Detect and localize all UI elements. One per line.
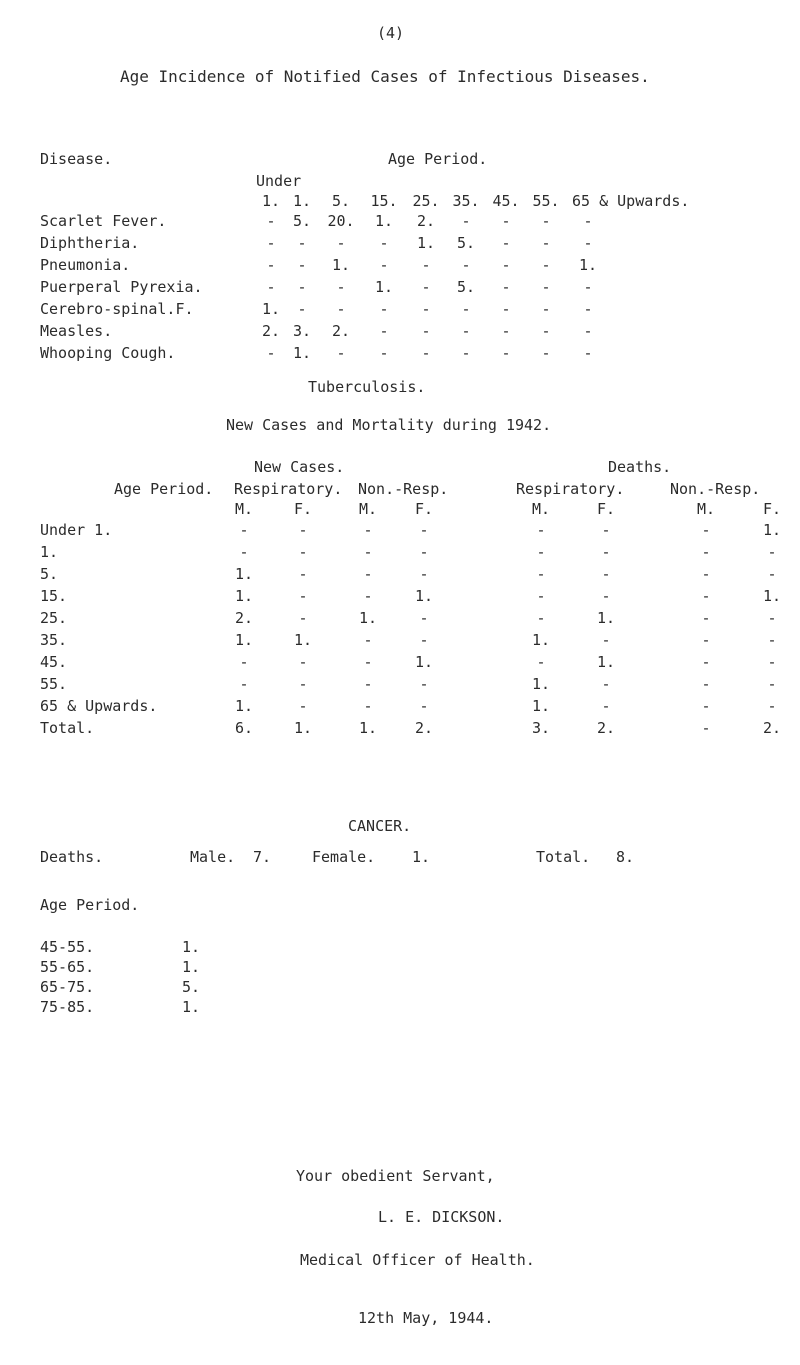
tb-count: - bbox=[767, 631, 777, 649]
age-period-label: 65 & Upwards. bbox=[40, 697, 158, 715]
case-count: - bbox=[297, 234, 307, 252]
tb-count: 1. bbox=[293, 631, 313, 649]
tuberculosis-subheading: New Cases and Mortality during 1942. bbox=[226, 416, 552, 434]
tb-count: - bbox=[536, 609, 546, 627]
new-cases-non-respiratory-header: Non.-Resp. bbox=[358, 480, 449, 498]
closing-line: Your obedient Servant, bbox=[296, 1167, 495, 1185]
new-cases-respiratory-header: Respiratory. bbox=[234, 480, 343, 498]
tb-count: - bbox=[363, 521, 373, 539]
case-count: - bbox=[379, 322, 389, 340]
tb-count: - bbox=[701, 609, 711, 627]
tb-count: - bbox=[601, 521, 611, 539]
cancer-death-count: 1. bbox=[182, 998, 201, 1016]
tb-count: - bbox=[298, 543, 308, 561]
case-count: - bbox=[297, 256, 307, 274]
disease-name: Measles. bbox=[40, 322, 113, 340]
tuberculosis-heading: Tuberculosis. bbox=[308, 378, 426, 396]
age-period-label: 5. bbox=[40, 565, 59, 583]
cancer-age-period-label: Age Period. bbox=[40, 896, 140, 914]
case-count: - bbox=[501, 256, 511, 274]
disease-name: Pneumonia. bbox=[40, 256, 131, 274]
tb-count: - bbox=[363, 565, 373, 583]
case-count: - bbox=[541, 212, 551, 230]
case-count: 1. bbox=[416, 234, 436, 252]
case-count: - bbox=[336, 278, 346, 296]
case-count: - bbox=[501, 234, 511, 252]
tb-count: - bbox=[298, 565, 308, 583]
age-period-header: Age Period. bbox=[388, 150, 488, 168]
age-column-label: 15. bbox=[370, 192, 398, 210]
case-count: - bbox=[336, 344, 346, 362]
tb-count: - bbox=[767, 609, 777, 627]
tb-count: 2. bbox=[762, 719, 782, 737]
tb-count: 2. bbox=[596, 719, 616, 737]
sex-label: F. bbox=[596, 500, 616, 518]
age-column-label: 25. bbox=[412, 192, 440, 210]
case-count: 20. bbox=[327, 212, 355, 230]
case-count: - bbox=[541, 322, 551, 340]
age-period-label: 55. bbox=[40, 675, 68, 693]
tb-count: - bbox=[419, 631, 429, 649]
case-count: 5. bbox=[456, 278, 476, 296]
tb-count: 2. bbox=[414, 719, 434, 737]
tb-count: - bbox=[536, 521, 546, 539]
case-count: - bbox=[583, 344, 593, 362]
tb-count: - bbox=[363, 631, 373, 649]
case-count: - bbox=[266, 344, 276, 362]
tb-count: - bbox=[419, 697, 429, 715]
disease-name: Whooping Cough. bbox=[40, 344, 176, 362]
age-period-label: 25. bbox=[40, 609, 68, 627]
tb-count: - bbox=[767, 543, 777, 561]
tb-count: 3. bbox=[531, 719, 551, 737]
case-count: - bbox=[379, 344, 389, 362]
deaths-respiratory-header: Respiratory. bbox=[516, 480, 625, 498]
sex-label: M. bbox=[531, 500, 551, 518]
case-count: 2. bbox=[416, 212, 436, 230]
disease-name: Diphtheria. bbox=[40, 234, 140, 252]
tb-count: - bbox=[363, 697, 373, 715]
tb-count: 1. bbox=[414, 587, 434, 605]
case-count: - bbox=[541, 256, 551, 274]
tb-count: 6. bbox=[234, 719, 254, 737]
tb-count: - bbox=[701, 719, 711, 737]
cancer-death-count: 1. bbox=[182, 958, 201, 976]
tb-count: 1. bbox=[531, 631, 551, 649]
case-count: - bbox=[501, 300, 511, 318]
case-count: 2. bbox=[261, 322, 281, 340]
tb-count: - bbox=[701, 653, 711, 671]
cancer-death-count: 5. bbox=[182, 978, 201, 996]
case-count: - bbox=[583, 234, 593, 252]
case-count: - bbox=[541, 234, 551, 252]
tb-count: - bbox=[239, 675, 249, 693]
tb-count: - bbox=[767, 697, 777, 715]
male-value: 7. bbox=[253, 848, 272, 866]
tb-count: - bbox=[363, 543, 373, 561]
case-count: - bbox=[461, 256, 471, 274]
case-count: - bbox=[421, 344, 431, 362]
tb-count: 1. bbox=[234, 631, 254, 649]
female-label: Female. bbox=[312, 848, 376, 866]
case-count: - bbox=[501, 322, 511, 340]
case-count: - bbox=[379, 256, 389, 274]
tb-count: - bbox=[536, 543, 546, 561]
tb-count: - bbox=[298, 675, 308, 693]
cancer-age-period: 75-85. bbox=[40, 998, 95, 1016]
age-period-label: Total. bbox=[40, 719, 95, 737]
total-value: 8. bbox=[616, 848, 635, 866]
tb-count: 1. bbox=[531, 697, 551, 715]
disease-name: Scarlet Fever. bbox=[40, 212, 167, 230]
tb-count: - bbox=[536, 587, 546, 605]
age-period-label: 15. bbox=[40, 587, 68, 605]
case-count: - bbox=[266, 256, 276, 274]
tb-count: - bbox=[298, 697, 308, 715]
tb-count: 1. bbox=[531, 675, 551, 693]
case-count: - bbox=[461, 300, 471, 318]
cancer-age-period: 65-75. bbox=[40, 978, 95, 996]
tb-count: - bbox=[239, 521, 249, 539]
cancer-deaths-label: Deaths. bbox=[40, 848, 104, 866]
sex-label: M. bbox=[696, 500, 716, 518]
signature-date: 12th May, 1944. bbox=[358, 1309, 494, 1327]
age-period-label: 45. bbox=[40, 653, 68, 671]
age-column-label: 65 & Upwards. bbox=[572, 192, 690, 210]
tb-count: 1. bbox=[762, 521, 782, 539]
case-count: 5. bbox=[456, 234, 476, 252]
tb-count: - bbox=[363, 675, 373, 693]
tb-count: - bbox=[298, 609, 308, 627]
case-count: 1. bbox=[374, 278, 394, 296]
under-label: Under bbox=[256, 172, 302, 190]
case-count: 2. bbox=[331, 322, 351, 340]
age-period-label: 35. bbox=[40, 631, 68, 649]
tb-count: - bbox=[419, 543, 429, 561]
age-column-label: 1. bbox=[261, 192, 281, 210]
case-count: - bbox=[501, 278, 511, 296]
deaths-non-respiratory-header: Non.-Resp. bbox=[670, 480, 761, 498]
case-count: - bbox=[266, 278, 276, 296]
tb-count: - bbox=[601, 587, 611, 605]
new-cases-header: New Cases. bbox=[254, 458, 345, 476]
case-count: - bbox=[297, 278, 307, 296]
case-count: - bbox=[501, 344, 511, 362]
tb-count: - bbox=[419, 565, 429, 583]
tb-count: 1. bbox=[414, 653, 434, 671]
tb-count: - bbox=[701, 543, 711, 561]
tb-count: - bbox=[536, 653, 546, 671]
case-count: 1. bbox=[261, 300, 281, 318]
tb-count: - bbox=[363, 653, 373, 671]
tb-count: - bbox=[419, 609, 429, 627]
sex-label: M. bbox=[234, 500, 254, 518]
tb-count: - bbox=[701, 631, 711, 649]
tb-count: - bbox=[701, 565, 711, 583]
case-count: - bbox=[297, 300, 307, 318]
age-column-label: 1. bbox=[292, 192, 312, 210]
tb-count: - bbox=[601, 565, 611, 583]
total-label: Total. bbox=[536, 848, 591, 866]
case-count: 1. bbox=[331, 256, 351, 274]
age-period-label: 1. bbox=[40, 543, 59, 561]
sex-label: F. bbox=[293, 500, 313, 518]
officer-position: Medical Officer of Health. bbox=[300, 1251, 535, 1269]
case-count: - bbox=[421, 256, 431, 274]
tb-count: - bbox=[701, 521, 711, 539]
case-count: 1. bbox=[578, 256, 598, 274]
page-title: Age Incidence of Notified Cases of Infectious Diseases. bbox=[120, 67, 650, 86]
tb-count: 1. bbox=[293, 719, 313, 737]
tb-count: - bbox=[419, 675, 429, 693]
case-count: - bbox=[266, 234, 276, 252]
tb-count: 1. bbox=[234, 565, 254, 583]
tb-count: - bbox=[767, 675, 777, 693]
tb-count: - bbox=[701, 697, 711, 715]
tb-count: - bbox=[767, 565, 777, 583]
tb-count: - bbox=[298, 587, 308, 605]
case-count: - bbox=[421, 300, 431, 318]
disease-name: Cerebro-spinal.F. bbox=[40, 300, 194, 318]
tb-count: - bbox=[298, 521, 308, 539]
case-count: - bbox=[461, 344, 471, 362]
case-count: - bbox=[336, 300, 346, 318]
age-column-label: 55. bbox=[532, 192, 560, 210]
case-count: - bbox=[336, 234, 346, 252]
tb-age-period-header: Age Period. bbox=[114, 480, 214, 498]
case-count: - bbox=[266, 212, 276, 230]
tb-count: - bbox=[298, 653, 308, 671]
case-count: - bbox=[541, 278, 551, 296]
sex-label: F. bbox=[414, 500, 434, 518]
tb-count: 1. bbox=[762, 587, 782, 605]
tb-count: 2. bbox=[234, 609, 254, 627]
tb-count: - bbox=[536, 565, 546, 583]
disease-column-header: Disease. bbox=[40, 150, 113, 168]
case-count: - bbox=[421, 278, 431, 296]
case-count: - bbox=[541, 344, 551, 362]
tb-count: - bbox=[601, 697, 611, 715]
case-count: - bbox=[583, 300, 593, 318]
cancer-death-count: 1. bbox=[182, 938, 201, 956]
case-count: 3. bbox=[292, 322, 312, 340]
cancer-heading: CANCER. bbox=[348, 817, 412, 835]
tb-count: 1. bbox=[596, 609, 616, 627]
case-count: 5. bbox=[292, 212, 312, 230]
tb-count: 1. bbox=[358, 719, 378, 737]
tb-count: - bbox=[239, 653, 249, 671]
sex-label: F. bbox=[762, 500, 782, 518]
tb-count: 1. bbox=[234, 697, 254, 715]
tb-count: - bbox=[601, 631, 611, 649]
tb-count: - bbox=[419, 521, 429, 539]
tb-count: - bbox=[239, 543, 249, 561]
case-count: 1. bbox=[374, 212, 394, 230]
case-count: - bbox=[461, 212, 471, 230]
page-number: (4) bbox=[377, 24, 405, 42]
disease-name: Puerperal Pyrexia. bbox=[40, 278, 203, 296]
case-count: 1. bbox=[292, 344, 312, 362]
case-count: - bbox=[461, 322, 471, 340]
tb-count: - bbox=[701, 675, 711, 693]
male-label: Male. bbox=[190, 848, 236, 866]
cancer-age-period: 45-55. bbox=[40, 938, 95, 956]
case-count: - bbox=[583, 278, 593, 296]
tb-count: - bbox=[601, 543, 611, 561]
tb-count: 1. bbox=[234, 587, 254, 605]
tb-count: - bbox=[363, 587, 373, 605]
age-column-label: 35. bbox=[452, 192, 480, 210]
case-count: - bbox=[379, 300, 389, 318]
tb-count: - bbox=[767, 653, 777, 671]
female-value: 1. bbox=[412, 848, 431, 866]
age-column-label: 45. bbox=[492, 192, 520, 210]
tb-count: - bbox=[601, 675, 611, 693]
tb-count: 1. bbox=[596, 653, 616, 671]
case-count: - bbox=[421, 322, 431, 340]
sex-label: M. bbox=[358, 500, 378, 518]
age-column-label: 5. bbox=[331, 192, 351, 210]
tb-count: - bbox=[701, 587, 711, 605]
tb-count: 1. bbox=[358, 609, 378, 627]
officer-name: L. E. DICKSON. bbox=[378, 1208, 505, 1226]
deaths-header: Deaths. bbox=[608, 458, 672, 476]
cancer-age-period: 55-65. bbox=[40, 958, 95, 976]
age-period-label: Under 1. bbox=[40, 521, 113, 539]
case-count: - bbox=[583, 212, 593, 230]
case-count: - bbox=[541, 300, 551, 318]
case-count: - bbox=[379, 234, 389, 252]
case-count: - bbox=[583, 322, 593, 340]
case-count: - bbox=[501, 212, 511, 230]
